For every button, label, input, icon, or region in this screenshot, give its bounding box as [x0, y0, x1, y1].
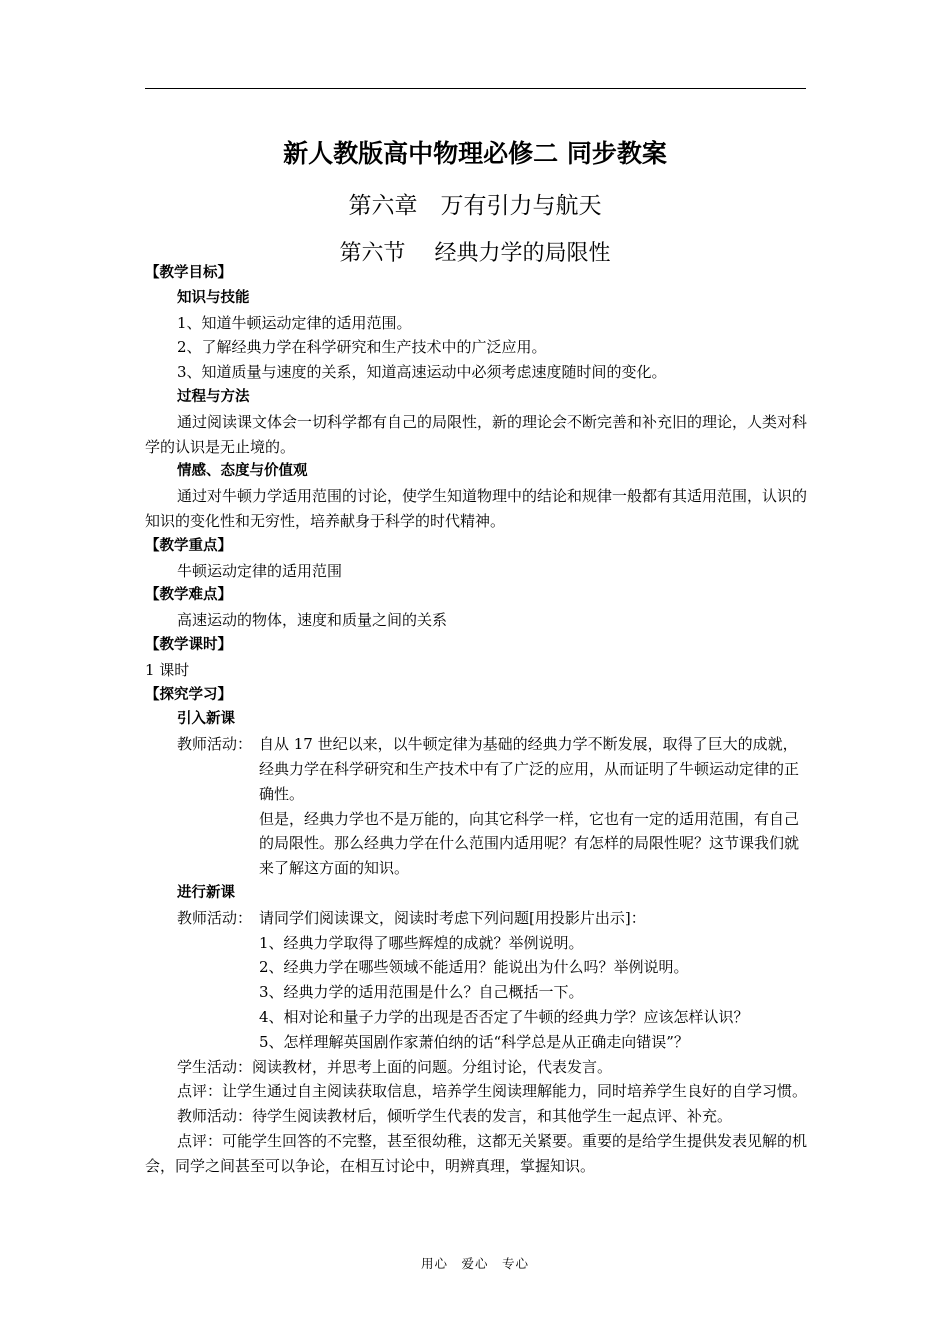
question-item: 1、经典力学取得了哪些辉煌的成就？举例说明。: [259, 933, 584, 952]
page-footer: 用心 爱心 专心: [420, 1256, 529, 1271]
hours-heading: 【教学课时】: [145, 636, 232, 653]
header-rule: [145, 88, 806, 89]
intro-teacher-activity: [145, 732, 807, 881]
intro-paragraph: 但是，经典力学也不是万能的，向其它科学一样，它也有一定的适用范围，有自己的局限性。那么经典力学在什么范围内适用呢？有怎样的局限性呢？这节课我们就来了解这方面的知识。: [259, 809, 800, 878]
explore-heading: 【探究学习】: [145, 686, 232, 703]
lesson-body: [145, 261, 807, 1178]
key-text: 牛顿运动定律的适用范围: [177, 561, 343, 580]
question-item: 2、经典力学在哪些领域不能适用？能说出为什么吗？举例说明。: [259, 958, 689, 977]
chapter-title: 第六章 万有引力与航天: [348, 193, 602, 219]
question-item: 4、相对论和量子力学的出现是否否定了牛顿的经典力学？应该怎样认识？: [259, 1007, 749, 1026]
document-title: 新人教版高中物理必修二 同步教案: [283, 139, 667, 168]
hours-text: 1 课时: [145, 660, 190, 679]
new-lesson-heading: 进行新课: [177, 884, 235, 901]
new-teacher-text: 请同学们阅读课文，阅读时考虑下列问题[用投影片出示]：: [259, 908, 646, 927]
teacher-label: 教师活动：: [177, 908, 253, 927]
question-item: 5、怎样理解英国剧作家萧伯纳的话“科学总是从正确走向错误”？: [259, 1032, 689, 1051]
emotion-text: 通过对牛顿力学适用范围的讨论，使学生知道物理中的结论和规律一般都有其适用范围，认识的知识的变化性和无穷性，培养献身于科学的时代精神。: [145, 487, 808, 530]
teacher-label: 教师活动：: [177, 735, 253, 754]
knowledge-heading: 知识与技能: [177, 289, 250, 306]
intro-heading: 引入新课: [177, 711, 235, 728]
emotion-heading: 情感、态度与价值观: [177, 463, 308, 480]
teacher-activity: 教师活动：待学生阅读教材后，倾听学生代表的发言，和其他学生一起点评、补充。: [177, 1107, 733, 1126]
intro-paragraph: 自从 17 世纪以来，以牛顿定律为基础的经典力学不断发展，取得了巨大的成就，经典力学在科学研究和生产技术中有了广泛的应用，从而证明了牛顿运动定律的正确性。: [259, 735, 800, 803]
difficulty-text: 高速运动的物体，速度和质量之间的关系: [177, 611, 448, 630]
section-title: 第六节 经典力学的局限性: [339, 241, 611, 266]
knowledge-item: 2、了解经典力学在科学研究和生产技术中的广泛应用。: [177, 338, 547, 357]
process-heading: 过程与方法: [177, 388, 250, 405]
knowledge-item: 1、知道牛顿运动定律的适用范围。: [177, 313, 412, 332]
student-activity: 学生活动：阅读教材，并思考上面的问题。分组讨论，代表发言。: [177, 1057, 613, 1076]
process-text: 通过阅读课文体会一切科学都有自己的局限性，新的理论会不断完善和补充旧的理论，人类对科学的认识是无止境的。: [145, 412, 808, 456]
intro-teacher-text: [259, 732, 807, 881]
difficulty-heading: 【教学难点】: [145, 587, 232, 604]
comment: 点评：可能学生回答的不完整，甚至很幼稚，这都无关紧要。重要的是给学生提供发表见解的机会，同学之间甚至可以争论，在相互讨论中，明辨真理，掌握知识。: [145, 1131, 808, 1175]
key-heading: 【教学重点】: [145, 537, 232, 554]
question-item: 3、经典力学的适用范围是什么？自己概括一下。: [259, 983, 584, 1002]
knowledge-item: 3、知道质量与速度的关系，知道高速运动中必须考虑速度随时间的变化。: [177, 363, 667, 382]
new-teacher-activity: [145, 906, 807, 931]
goals-heading: 【教学目标】: [145, 265, 232, 281]
comment: 点评：让学生通过自主阅读获取信息，培养学生阅读理解能力，同时培养学生良好的自学习惯。: [177, 1082, 808, 1101]
